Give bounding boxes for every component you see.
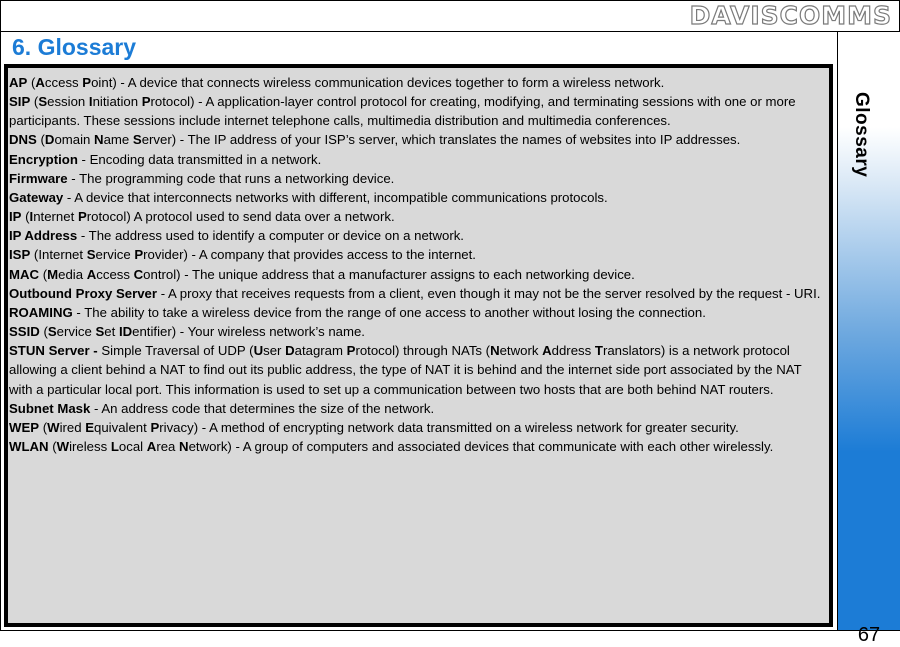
glossary-term-bold: ROAMING (9, 304, 73, 320)
glossary-text: ddress (551, 343, 595, 359)
glossary-entry (9, 303, 826, 322)
glossary-term-bold: ISP (9, 247, 31, 263)
glossary-text: - The ability to take a wireless device from the range of one access to another without losing the connection. (72, 304, 706, 320)
glossary-term-bold: P (134, 247, 144, 263)
brand-logo: DAVISCOMMS (689, 1, 892, 30)
glossary-text: rivacy) - A method of encrypting network data transmitted on a wireless network for greater security. (159, 419, 739, 435)
page-number: 67 (857, 624, 881, 646)
glossary-term-bold: N (179, 438, 189, 454)
glossary-entry (9, 92, 826, 130)
glossary-text: ccess (44, 75, 83, 90)
glossary-term-bold: S (86, 247, 96, 263)
glossary-entry (9, 437, 826, 456)
glossary-term-bold: D (285, 343, 295, 359)
glossary-text: ireless (69, 438, 111, 454)
glossary-term-bold: SSID (9, 324, 40, 340)
sidebar (837, 32, 900, 646)
glossary-entry (9, 207, 826, 226)
glossary-term-bold: P (141, 94, 151, 110)
glossary-text: ame (103, 132, 133, 148)
glossary-term-bold: A (86, 266, 97, 282)
glossary-text: ired (59, 419, 86, 435)
glossary-term-bold: S (132, 132, 142, 148)
sidebar-section-label: Glossary (851, 92, 872, 178)
glossary-text: ervice (56, 324, 96, 340)
glossary-term-bold: P (77, 209, 87, 225)
page-title: 6. Glossary (12, 34, 137, 60)
glossary-term-bold: L (110, 438, 119, 454)
glossary-entry (9, 418, 826, 437)
glossary-term-bold: W (47, 419, 60, 435)
glossary-entry (9, 130, 826, 149)
glossary-term-bold: Gateway (9, 189, 64, 205)
glossary-term-bold: C (133, 266, 144, 282)
glossary-entry (9, 169, 826, 188)
glossary-entry (9, 73, 826, 92)
glossary-term-bold: D (44, 132, 55, 148)
glossary-text: ontrol) - The unique address that a manufacturer assigns to each networking device. (143, 266, 635, 282)
glossary-term-bold: N (94, 132, 104, 148)
glossary-text: ocal (118, 438, 147, 454)
glossary-text: atagram (294, 343, 347, 359)
glossary-text: oint) - A device that connects wireless communication devices together to form a wireless network. (91, 75, 665, 90)
glossary-text: ( (39, 419, 48, 435)
glossary-term-bold: A (35, 75, 45, 90)
glossary-term-bold: W (56, 438, 70, 454)
glossary-text: ( (36, 132, 45, 148)
glossary-text: etwork (499, 343, 543, 359)
glossary-text: - An address code that determines the size of the network. (90, 400, 435, 416)
glossary-text: ( (30, 94, 39, 110)
glossary-list (7, 67, 830, 624)
glossary-term-bold: A (146, 438, 157, 454)
glossary-term-bold: WEP (9, 419, 40, 435)
glossary-text: edia (58, 266, 87, 282)
glossary-text: quivalent (94, 419, 151, 435)
glossary-text: rovider) - A company that provides access to the internet. (143, 247, 476, 263)
glossary-term-bold: M (47, 266, 59, 282)
glossary-text: ranslators) is a network protocol allowing a client behind a NAT to find out its public address, the type of NAT it is behind and the internet side port associated by the NAT with a particular local port. This information is used to set up a communication between two hosts that are both behind NAT routers. (9, 343, 802, 397)
glossary-text: ( (39, 266, 48, 282)
glossary-entry (9, 150, 826, 169)
glossary-term-bold: I (29, 209, 34, 225)
glossary-text: (Internet (30, 247, 87, 263)
glossary-term-bold: S (95, 324, 105, 340)
glossary-text: nternet (33, 209, 78, 225)
glossary-text: etwork) - A group of computers and associated devices that communicate with each other wirelessly. (188, 438, 774, 454)
glossary-term-bold: S (47, 324, 57, 340)
glossary-text: ser (263, 343, 286, 359)
header-divider (0, 31, 900, 32)
glossary-text: ( (39, 324, 48, 340)
glossary-term-bold: E (85, 419, 95, 435)
glossary-text: Simple Traversal of UDP ( (101, 343, 254, 359)
glossary-entry (9, 284, 826, 303)
glossary-term-bold: A (542, 343, 552, 359)
glossary-text: ervice (95, 247, 135, 263)
glossary-entry (9, 188, 826, 207)
glossary-entry (9, 265, 826, 284)
glossary-text: omain (54, 132, 95, 148)
glossary-term-bold: Encryption (9, 151, 78, 167)
glossary-entry (9, 322, 826, 341)
glossary-term-bold: S (38, 94, 48, 110)
glossary-text: erver) - The IP address of your ISP’s server, which translates the names of websites into IP addresses. (141, 132, 741, 148)
glossary-entry (9, 245, 826, 264)
glossary-term-bold: DNS (9, 132, 37, 148)
glossary-text: ( (21, 209, 30, 225)
glossary-text: - The address used to identify a computer or device on a network. (77, 228, 464, 244)
glossary-text: ccess (96, 266, 134, 282)
glossary-term-bold: IP (9, 209, 22, 225)
glossary-text: - A device that interconnects networks with different, incompatible communications protocols. (63, 189, 608, 205)
glossary-term-bold: SIP (9, 94, 31, 110)
glossary-text: rotocol) A protocol used to send data over a network. (86, 209, 395, 225)
glossary-text: rotocol) - A application-layer control protocol for creating, modifying, and terminating sessions with one or more participants. These sessions include internet telephone calls, multimedia distribution and multimedia conferences. (9, 94, 796, 129)
glossary-term-bold: P (82, 75, 92, 90)
glossary-term-bold: MAC (9, 266, 40, 282)
glossary-text: - Encoding data transmitted in a network. (77, 151, 322, 167)
glossary-text: entifier) - Your wireless network’s name. (132, 324, 365, 340)
glossary-box (4, 64, 833, 627)
glossary-text: rea (156, 438, 180, 454)
glossary-text: ( (27, 75, 36, 90)
glossary-text: rotocol) through NATs ( (355, 343, 491, 359)
glossary-term-bold: N (490, 343, 500, 359)
glossary-text: - The programming code that runs a networking device. (67, 170, 395, 186)
glossary-text: ( (48, 438, 57, 454)
glossary-term-bold: AP (9, 75, 28, 90)
glossary-entry (9, 341, 826, 398)
glossary-term-bold: WLAN (9, 438, 49, 454)
glossary-term-bold: IP Address (9, 228, 78, 244)
glossary-term-bold: U (253, 343, 264, 359)
glossary-text: ession (47, 94, 89, 110)
glossary-term-bold: I (88, 94, 93, 110)
glossary-text: et (104, 324, 119, 340)
glossary-entry (9, 399, 826, 418)
glossary-term-bold: P (150, 419, 160, 435)
glossary-entry (9, 226, 826, 245)
glossary-text: - A proxy that receives requests from a client, even though it may not be the server resolved by the request - URI. (157, 285, 821, 301)
glossary-term-bold: Subnet Mask (9, 400, 91, 416)
glossary-term-bold: Firmware (9, 170, 68, 186)
glossary-term-bold: Outbound Proxy Server (9, 285, 158, 301)
glossary-term-bold: ID (118, 324, 133, 340)
glossary-term-bold: T (594, 343, 603, 359)
glossary-term-bold: P (346, 343, 356, 359)
glossary-text: nitiation (92, 94, 142, 110)
glossary-term-bold: STUN Server - (9, 343, 102, 359)
